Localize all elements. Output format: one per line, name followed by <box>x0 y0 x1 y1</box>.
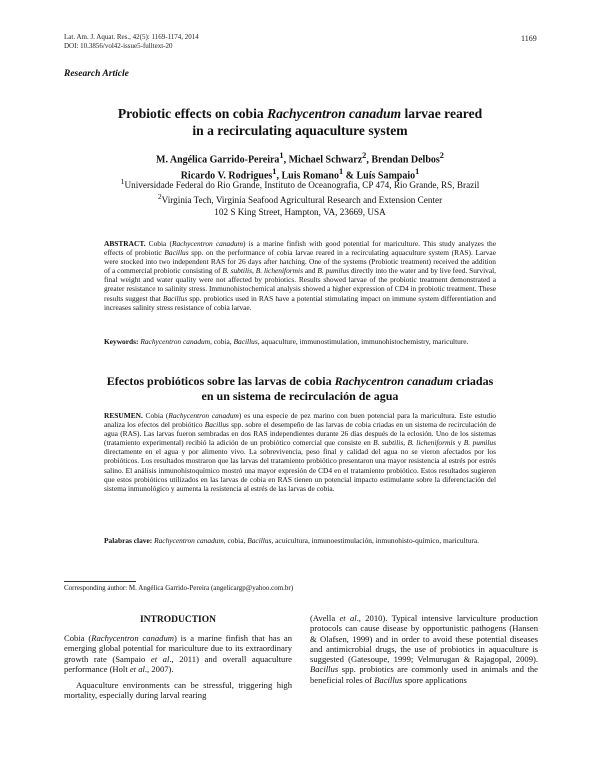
affiliations: $^1$Universidade Federal do Rio Grande, Instituto de Oceanografia, CP 474, Rio Grande, RS, Brazil $^2$Virginia Tech, Virginia Seafood Agricultural Research and Extension Center 102 S King Street, Hampton, VA, 23669, USA <box>120 177 480 218</box>
footnote-rule <box>64 581 136 582</box>
corresponding-author: Corresponding author: M. Angélica Garrido-Pereira (angelicargp@yahoo.com.br) <box>64 584 294 592</box>
author-line-2: Ricardo V. Rodrigues$^1$, Luis Romano$^1$ & Luís Sampaio$^1$ <box>180 167 420 182</box>
keywords: Keywords: Rachycentron canadum, cobia, Bacillus, aquaculture, immunostimulation, immunohistochemistry, mariculture. <box>104 337 469 346</box>
doi: DOI: 10.3856/vol42-issue5-fulltext-20 <box>64 42 173 50</box>
intro-left-column <box>64 633 292 701</box>
author-line-1: M. Angélica Garrido-Pereira$^1$, Michael Schwarz$^2$, Brendan Delbos$^2$ <box>156 151 444 166</box>
section-heading-introduction: INTRODUCTION <box>139 615 216 625</box>
journal-citation: Lat. Am. J. Aquat. Res., 42(5): 1169-1174, 2014 <box>64 33 199 41</box>
intro-paragraph-continued: (Avella et al., 2010). Typical intensive larviculture production protocols can cause disease by opportunistic pathogens (Hansen & Olafsen, 1999) and in order to avoid these potential diseases and antimicrobial drugs, the use of probiotics in aquaculture is suggested (Gatesoupe, 1999; Velmurugan & Rajagopal, 2009). Bacillus spp. probiotics are commonly used in animals and the beneficial roles of Bacillus spore applications <box>310 613 538 685</box>
page-number: 1169 <box>521 34 537 43</box>
abstract: ABSTRACT. Cobia (Rachycentron canadum) is a marine finfish with good potential for mariculture. This study analyzes the effects of probiotic Bacillus spp. on the performance of cobia larvae reared in a recirculating aquaculture system (RAS). Larvae were stocked into two independent RAS for 26 days after hatching. One of the systems (Probiotic treatment) received the addition of a commercial probiotic consisting of B. subtilis, B. licheniformis and B. pumilus directly into the water and by live feed. Survival, final weight and water quality were not affected by probiotics. Results showed larvae of the probiotic treatment demonstrated a greater resistance to salinity stress. Immunohistochemical analysis showed a higher expression of CD4 in probiotic treatment. These results suggest that Bacillus spp. probiotics used in RAS have a potential stimulating impact on immune system differentiation and increases salinity stress resistance of cobia larvae. <box>104 239 496 312</box>
resumen: RESUMEN. Cobia (Rachycentron canadum) es una especie de pez marino con buen potencial para la maricultura. Este estudio analiza los efectos del probiótico Bacillus spp. sobre el desempeño de las larvas de cobia criadas en un sistema de recirculación de agua (RAS). Las larvas fueron sembradas en dos RAS independientes durante 26 días después de la eclosión. Uno de los sistemas (tratamiento experimental) recibió la adición de un probiótico comercial que consiste en B. subtilis, B. licheniformis y B. pumilus directamente en el agua y por alimento vivo. La sobrevivencia, peso final y calidad del agua no se vieron afectados por los probióticos. Los resultados mostraron que las larvas del tratamiento probiótico presentaron una mayor resistencia al estrés por estrés salino. El análisis inmunohistoquímico mostró una mayor expresión de CD4 en el tratamiento probiótico. Estos resultados sugieren que estos probióticos utilizados en las larvas de cobia en RAS tienen un potencial impacto estimulante sobre la diferenciación del sistema inmunológico y aumenta la resistencia al estrés de las larvas de cobia. <box>104 411 496 493</box>
intro-paragraph-1: Cobia (Rachycentron canadum) is a marine finfish that has an emerging global potential for mariculture due to its extraordinary growth rate (Sampaio et al., 2011) and overall aquaculture performance (Holt et al., 2007). <box>64 633 292 674</box>
intro-paragraph-2: Aquaculture environments can be stressful, triggering high mortality, especially during larval rearing <box>64 680 292 701</box>
intro-right-column <box>310 613 538 685</box>
article-type: Research Article <box>64 69 129 79</box>
spanish-title: Efectos probióticos sobre las larvas de cobia Rachycentron canadum criadas en un sistema de recirculación de agua <box>106 374 494 403</box>
article-title: Probiotic effects on cobia Rachycentron canadum larvae reared in a recirculating aquaculture system <box>117 106 483 138</box>
palabras-clave: Palabras clave: Rachycentron canadum, cobia, Bacillus, acuicultura, inmunoestimulación, inmunohisto-químico, maricultura. <box>104 536 479 545</box>
